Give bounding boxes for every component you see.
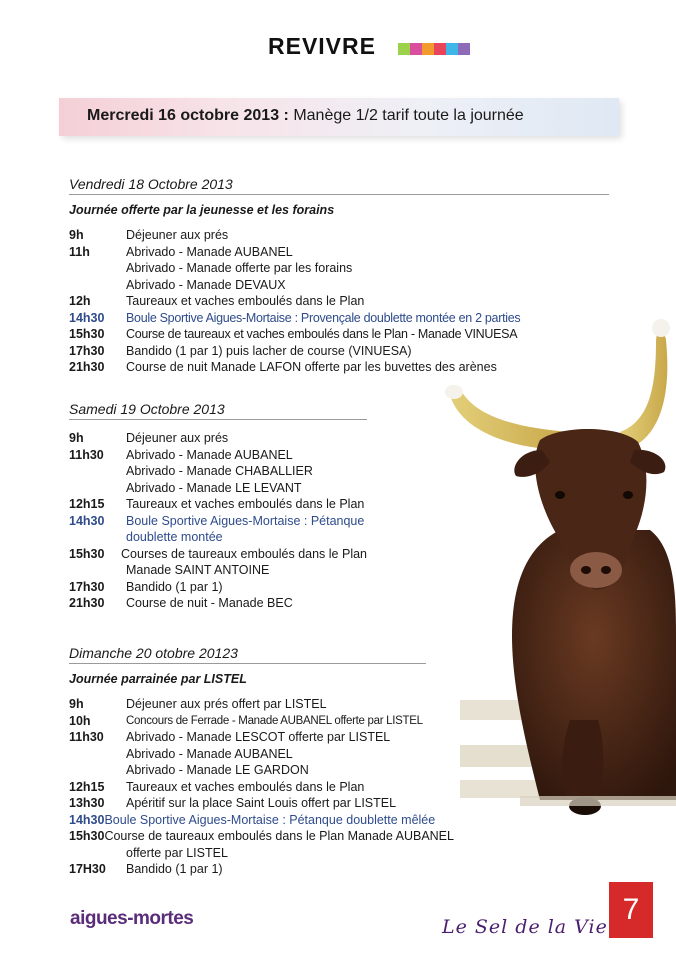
day-section-2	[69, 399, 367, 612]
schedule-text: Course de nuit Manade LAFON offerte par les buvettes des arènes	[126, 360, 497, 374]
schedule-time	[69, 277, 126, 294]
schedule-row	[69, 227, 609, 244]
schedule-time: 21h30	[69, 596, 105, 610]
bull-illustration	[420, 300, 676, 860]
day-section-3	[69, 643, 454, 878]
schedule-text: Abrivado - Manade AUBANEL	[126, 746, 293, 761]
slogan: Le Sel de la Vie	[442, 916, 608, 938]
schedule-time: 11h30	[69, 730, 104, 744]
schedule-row	[69, 496, 367, 513]
schedule-time	[69, 845, 126, 862]
schedule-text: Déjeuner aux prés offert par LISTEL	[126, 697, 327, 711]
schedule-time: 15h30	[69, 327, 105, 341]
schedule-time: 11h30	[69, 447, 104, 462]
page-number: 7	[609, 882, 653, 938]
schedule-row	[69, 463, 367, 480]
schedule-text: Bandido (1 par 1) puis lacher de course (VINUESA)	[126, 343, 412, 358]
schedule-row	[69, 696, 426, 713]
schedule-row	[69, 244, 609, 261]
schedule-text: Abrivado - Manade offerte par les forains	[126, 261, 353, 275]
schedule-text: Abrivado - Manade LE LEVANT	[126, 480, 302, 495]
schedule-row	[69, 293, 609, 310]
day-divider	[69, 419, 367, 420]
day-divider	[69, 663, 426, 664]
schedule-time: 14h30	[69, 513, 105, 528]
schedule-time	[69, 562, 126, 579]
schedule-row	[69, 343, 609, 360]
schedule-time: 21h30	[69, 360, 105, 374]
schedule-time: 17h30	[69, 343, 105, 358]
schedule-row	[69, 812, 436, 829]
schedule-time: 9h	[69, 431, 84, 445]
schedule-text: Taureaux et vaches emboulés dans le Plan	[126, 779, 365, 794]
day-section-1	[69, 174, 609, 376]
schedule-row	[69, 277, 609, 294]
color-square	[434, 43, 446, 55]
schedule-row	[69, 779, 426, 796]
schedule-time: 12h15	[69, 497, 105, 511]
schedule-text: Taureaux et vaches emboulés dans le Plan	[126, 497, 365, 511]
schedule-text: Boule Sportive Aigues-Mortaise : Pétanque	[126, 513, 365, 528]
schedule-text: Bandido (1 par 1)	[126, 862, 223, 876]
schedule-text: Abrivado - Manade CHABALLIER	[126, 464, 313, 478]
schedule-text: Course de taureaux et vaches emboulés dans le Plan - Manade VINUESA	[126, 327, 518, 341]
color-square	[422, 43, 434, 55]
schedule-text: Boule Sportive Aigues-Mortaise : Provençale doublette montée en 2 parties	[126, 310, 521, 325]
schedule-time: 9h	[69, 697, 84, 711]
banner-message: Manège 1/2 tarif toute la journée	[293, 107, 524, 124]
announcement-banner	[59, 98, 619, 136]
schedule-time: 12h	[69, 294, 91, 308]
schedule-text: Abrivado - Manade LESCOT offerte par LISTEL	[126, 730, 391, 744]
schedule-text: Course de taureaux emboulés dans le Plan Manade AUBANEL	[104, 829, 454, 843]
aigues-mortes-logo: aigues-mortes	[70, 908, 194, 929]
schedule-time: 14h30	[69, 812, 105, 827]
schedule-row	[69, 845, 426, 862]
schedule-text: Abrivado - Manade AUBANEL	[126, 447, 293, 462]
schedule-row	[69, 430, 367, 447]
schedule-row	[69, 579, 367, 596]
day-title: Dimanche 20 otobre 20123	[69, 645, 238, 661]
schedule-row	[69, 828, 454, 845]
schedule-row	[69, 529, 367, 546]
banner-text	[87, 107, 524, 125]
schedule-row	[69, 480, 367, 497]
schedule-row	[69, 447, 367, 464]
schedule-row	[69, 762, 426, 779]
schedule-time: 15h30	[69, 829, 105, 843]
schedule-text: Courses de taureaux emboulés dans le Plan	[121, 546, 367, 561]
day-divider	[69, 194, 609, 195]
schedule-text: Apéritif sur la place Saint Louis offert par LISTEL	[126, 796, 397, 810]
schedule-time	[69, 762, 126, 779]
schedule-text: offerte par LISTEL	[126, 845, 228, 860]
schedule-text: Déjeuner aux prés	[126, 228, 229, 242]
schedule-text: Concours de Ferrade - Manade AUBANEL offerte par LISTEL	[126, 714, 423, 727]
schedule-text: Course de nuit - Manade BEC	[126, 596, 293, 610]
day-subtitle: Journée parrainée par LISTEL	[69, 672, 247, 686]
color-square	[446, 43, 458, 55]
schedule-time: 17H30	[69, 862, 106, 876]
schedule-time	[69, 260, 126, 277]
schedule-row	[69, 260, 609, 277]
schedule-row	[69, 795, 426, 812]
schedule-text: Déjeuner aux prés	[126, 431, 229, 445]
schedule-time	[69, 746, 126, 763]
schedule-text: Bandido (1 par 1)	[126, 579, 223, 594]
schedule-text: doublette montée	[126, 530, 223, 544]
day-title: Vendredi 18 Octobre 2013	[69, 176, 233, 192]
schedule-row	[69, 713, 426, 730]
schedule-row	[69, 595, 367, 612]
schedule-time: 15h30	[69, 546, 105, 561]
schedule-time: 11h	[69, 244, 90, 259]
schedule-time: 9h	[69, 228, 84, 242]
schedule-row	[69, 729, 426, 746]
schedule-time	[69, 480, 126, 497]
day-subtitle: Journée offerte par la jeunesse et les forains	[69, 203, 335, 217]
banner-date: Mercredi 16 octobre 2013 :	[87, 107, 289, 124]
schedule-time: 10h	[69, 713, 91, 728]
schedule-row	[69, 746, 426, 763]
schedule-time	[69, 463, 126, 480]
schedule-row	[69, 359, 609, 376]
schedule-text: Abrivado - Manade LE GARDON	[126, 763, 309, 777]
schedule-text: Abrivado - Manade DEVAUX	[126, 277, 286, 292]
schedule-time: 12h15	[69, 779, 105, 794]
color-square	[458, 43, 470, 55]
color-square	[398, 43, 410, 55]
schedule-row	[69, 861, 426, 878]
schedule-row	[69, 546, 367, 563]
schedule-text: Boule Sportive Aigues-Mortaise : Pétanque doublette mêlée	[104, 812, 436, 827]
schedule-text: Abrivado - Manade AUBANEL	[126, 244, 293, 259]
schedule-time: 17h30	[69, 579, 105, 594]
schedule-row	[69, 326, 609, 343]
schedule-text: Manade SAINT ANTOINE	[126, 563, 270, 577]
schedule-time	[69, 529, 126, 546]
schedule-text: Taureaux et vaches emboulés dans le Plan	[126, 294, 365, 308]
day-title: Samedi 19 Octobre 2013	[69, 401, 225, 417]
schedule-time: 14h30	[69, 310, 105, 325]
schedule-row	[69, 562, 367, 579]
schedule-time: 13h30	[69, 796, 105, 810]
page-title: REVIVRE	[268, 33, 376, 59]
schedule-row	[69, 310, 609, 327]
color-squares	[398, 43, 470, 55]
color-square	[410, 43, 422, 55]
schedule-row	[69, 513, 367, 530]
